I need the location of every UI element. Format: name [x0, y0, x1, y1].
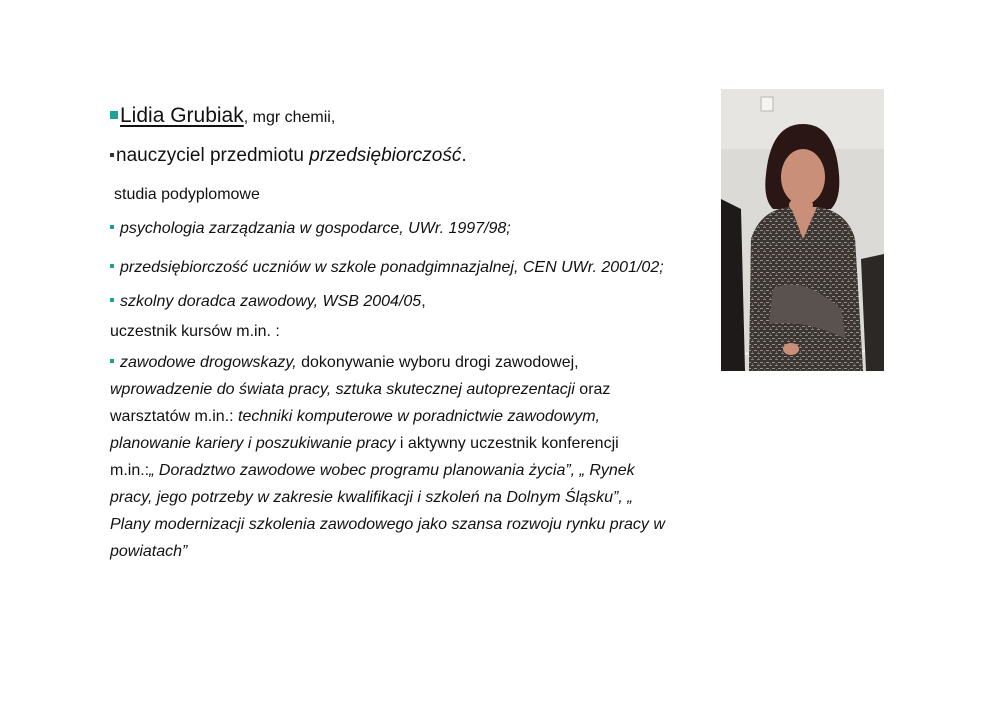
dot-bullet-icon: [110, 298, 114, 302]
square-bullet-icon: [110, 111, 118, 119]
courses-line: planowanie kariery i poszukiwanie pracy i aktywny uczestnik konferencji: [110, 435, 619, 452]
courses-line: zawodowe drogowskazy, dokonywanie wyboru drogi zawodowej,: [110, 353, 579, 373]
courses-line: wprowadzenie do świata pracy, sztuka skutecznej autoprezentacji oraz: [110, 381, 611, 398]
postgrad-item: przedsiębiorczość uczniów w szkole ponadgimnazjalnej, CEN UWr. 2001/02;: [110, 258, 664, 278]
role-prefix: nauczyciel przedmiotu: [116, 145, 310, 166]
degree-text: , mgr chemii,: [243, 109, 336, 126]
portrait-photo: [721, 89, 884, 371]
courses-line: powiatach”: [110, 543, 188, 560]
postgrad-item: psychologia zarządzania w gospodarce, UWr. 1997/98;: [110, 219, 511, 239]
postgrad-heading: studia podyplomowe: [114, 186, 260, 203]
name-line: [110, 106, 335, 128]
courses-line: m.in.:„ Doradztwo zawodowe wobec programu planowania życia”, „ Rynek: [110, 462, 635, 479]
dot-bullet-icon: [110, 264, 114, 268]
postgrad-item: szkolny doradca zawodowy, WSB 2004/05,: [110, 292, 426, 312]
courses-line: Plany modernizacji szkolenia zawodowego jako szansa rozwoju rynku pracy w: [110, 516, 665, 533]
role-suffix: .: [461, 145, 467, 166]
role-line: [110, 146, 467, 166]
courses-heading: uczestnik kursów m.in. :: [110, 323, 280, 340]
dot-bullet-icon: [110, 225, 114, 229]
courses-line: warsztatów m.in.: techniki komputerowe w poradnictwie zawodowym,: [110, 408, 600, 425]
courses-line: pracy, jego potrzeby w zakresie kwalifikacji i szkoleń na Dolnym Śląsku”, „: [110, 489, 633, 506]
person-name: Lidia Grubiak: [120, 104, 244, 127]
portrait-illustration: [721, 89, 884, 371]
dot-bullet-icon: [110, 153, 114, 157]
role-subject: przedsiębiorczość: [309, 145, 462, 166]
dot-bullet-icon: [110, 359, 114, 363]
